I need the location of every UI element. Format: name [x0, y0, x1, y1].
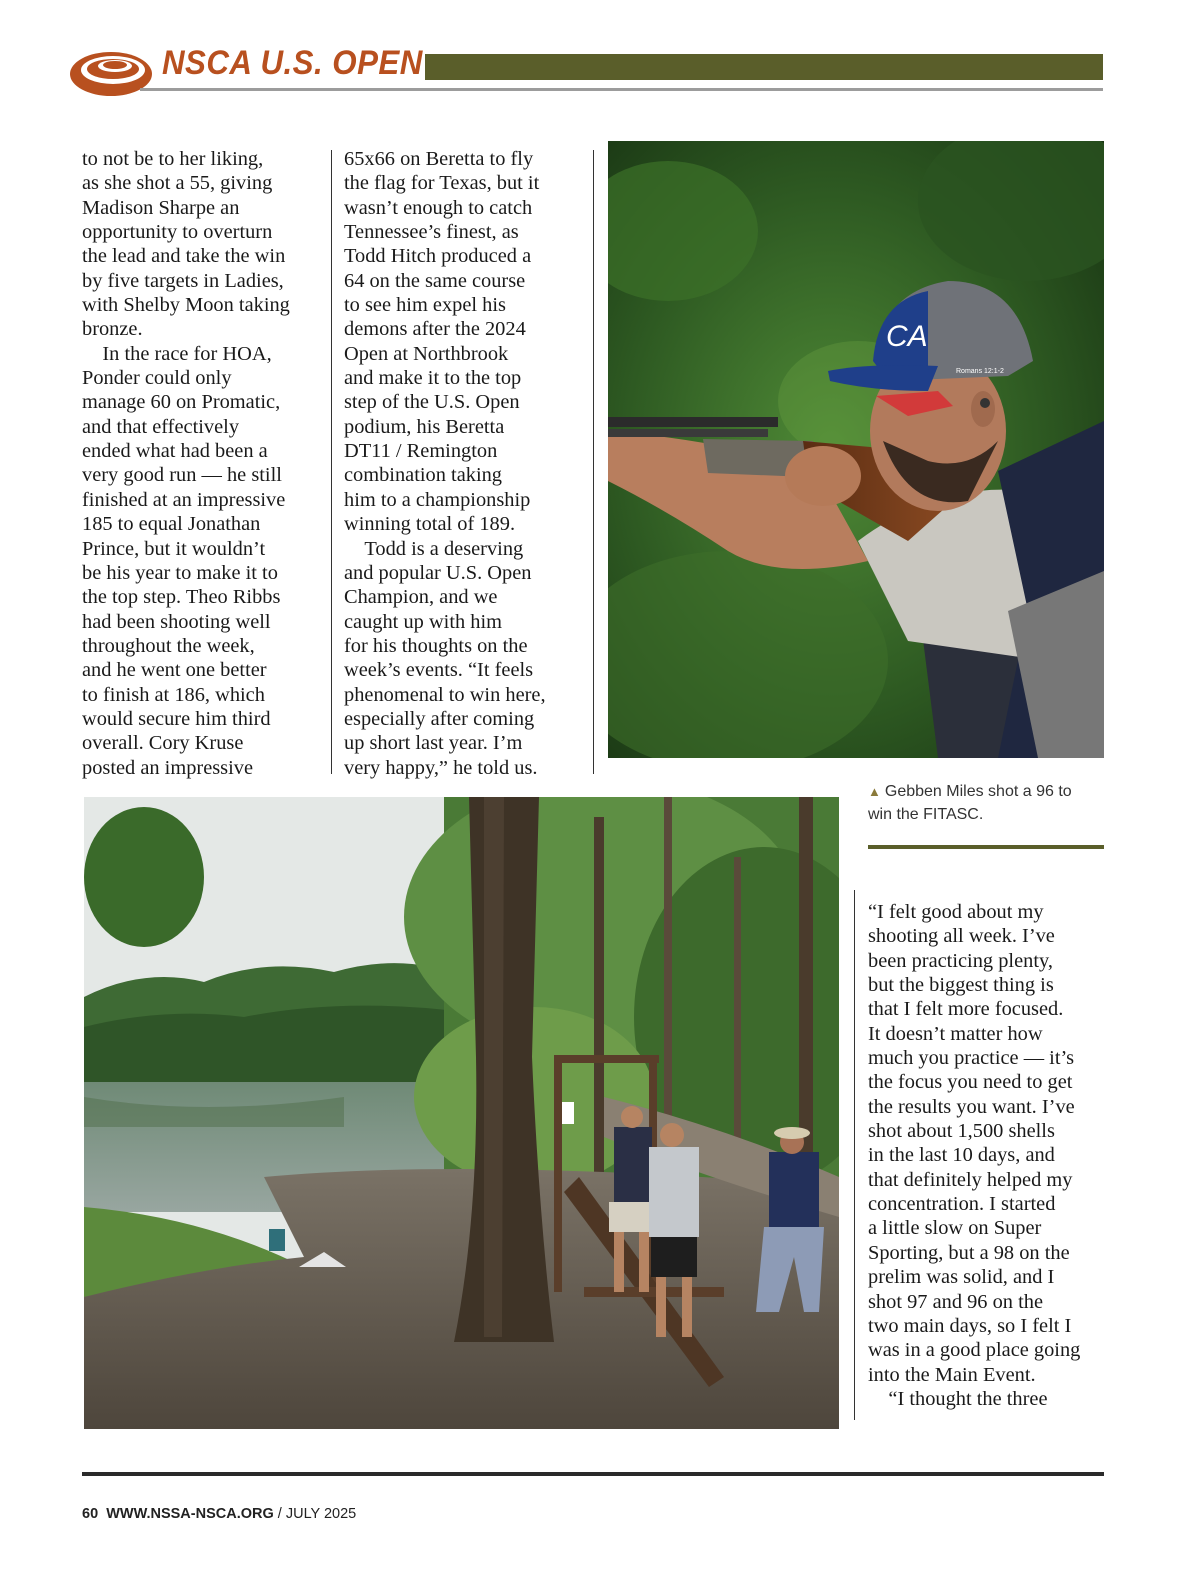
article-line: posted an impressive [82, 756, 254, 779]
footer-separator: / [273, 1506, 286, 1522]
article-line: the flag for Texas, but it [344, 172, 540, 195]
column-rule [854, 890, 855, 1420]
column-rule [331, 150, 332, 774]
article-line: by five targets in Ladies, [82, 269, 284, 292]
article-line: It doesn’t matter how [868, 1022, 1043, 1045]
article-line: be his year to make it to [82, 561, 278, 584]
header-rule [140, 88, 1103, 91]
article-line: Prince, but it wouldn’t [82, 537, 266, 560]
photo-caption [868, 780, 1098, 826]
clay-target-logo [66, 40, 156, 102]
article-line: 185 to equal Jonathan [82, 513, 261, 536]
article-line: two main days, so I felt I [868, 1314, 1072, 1337]
article-line: winning total of 189. [344, 513, 516, 536]
article-line: “I felt good about my [868, 901, 1044, 923]
footer-rule [82, 1472, 1104, 1476]
caption-line-1: Gebben Miles shot a 96 to [884, 783, 1072, 800]
issue-date: JULY 2025 [285, 1506, 357, 1522]
website-link[interactable]: WWW.NSSA-NSCA.ORG [106, 1506, 274, 1522]
cap-side-text: Romans 12:1-2 [956, 368, 1004, 375]
article-line: “I thought the three [868, 1387, 1048, 1410]
article-line: but the biggest thing is [868, 974, 1054, 997]
article-line: shot 97 and 96 on the [868, 1290, 1044, 1313]
article-line: a little slow on Super [868, 1217, 1042, 1240]
caption-line-2: win the FITASC. [868, 806, 984, 823]
article-line: 65x66 on Beretta to fly [344, 148, 534, 170]
article-line: podium, his Beretta [344, 415, 505, 438]
header-bar [425, 54, 1103, 80]
article-line: DT11 / Remington [344, 440, 498, 463]
article-line: much you practice — it’s [868, 1047, 1075, 1070]
article-line: In the race for HOA, [82, 342, 272, 365]
shooter-photo [608, 141, 1104, 758]
article-line: into the Main Event. [868, 1363, 1036, 1386]
article-line: to finish at 186, which [82, 683, 265, 706]
article-line: Sporting, but a 98 on the [868, 1241, 1070, 1264]
article-line: Ponder could only [82, 367, 232, 390]
article-line: the lead and take the win [82, 245, 286, 268]
article-line: and popular U.S. Open [344, 561, 532, 584]
article-line: very good run — he still [82, 464, 282, 487]
article-line: week’s events. “It feels [344, 659, 534, 682]
article-line: in the last 10 days, and [868, 1144, 1055, 1167]
shooting-station-photo [84, 797, 839, 1429]
article-line: shooting all week. I’ve [868, 925, 1055, 948]
article-line: demons after the 2024 [344, 318, 526, 341]
article-line: very happy,” he told us. [344, 756, 538, 779]
article-line: especially after coming [344, 707, 535, 730]
article-line: Champion, and we [344, 586, 498, 609]
article-line: for his thoughts on the [344, 634, 528, 657]
article-line: overall. Cory Kruse [82, 732, 244, 755]
article-column-2 [344, 147, 584, 780]
article-line: Tennessee’s finest, as [344, 221, 519, 244]
article-line: with Shelby Moon taking [82, 294, 290, 317]
article-line: concentration. I started [868, 1193, 1056, 1216]
page-number: 60 [82, 1506, 99, 1522]
column-rule [593, 150, 594, 774]
article-line: would secure him third [82, 707, 271, 730]
article-line: the top step. Theo Ribbs [82, 586, 281, 609]
article-line: Todd is a deserving [344, 537, 524, 560]
article-line: Open at Northbrook [344, 342, 509, 365]
article-line: Todd Hitch produced a [344, 245, 532, 268]
article-column-3 [868, 900, 1108, 1411]
article-line: been practicing plenty, [868, 949, 1053, 972]
article-line: prelim was solid, and I [868, 1266, 1055, 1289]
article-line: wasn’t enough to catch [344, 196, 533, 219]
article-line: shot about 1,500 shells [868, 1120, 1055, 1143]
caption-triangle-icon: ▲ [868, 784, 881, 799]
article-line: him to a championship [344, 488, 531, 511]
article-line: finished at an impressive [82, 488, 286, 511]
page-footer [82, 1506, 356, 1522]
article-column-1 [82, 147, 322, 780]
article-line: to not be to her liking, [82, 148, 264, 170]
article-line: and he went one better [82, 659, 267, 682]
article-line: opportunity to overturn [82, 221, 273, 244]
article-line: phenomenal to win here, [344, 683, 546, 706]
article-line: was in a good place going [868, 1339, 1081, 1362]
caption-rule [868, 845, 1104, 849]
article-line: and that effectively [82, 415, 240, 438]
article-line: the results you want. I’ve [868, 1095, 1075, 1118]
cap-logo-text: CA [886, 320, 928, 353]
article-line: manage 60 on Promatic, [82, 391, 281, 414]
article-line: that I felt more focused. [868, 998, 1064, 1021]
article-line: to see him expel his [344, 294, 506, 317]
article-line: throughout the week, [82, 634, 255, 657]
article-line: had been shooting well [82, 610, 271, 633]
article-line: up short last year. I’m [344, 732, 523, 755]
article-line: ended what had been a [82, 440, 268, 463]
article-line: the focus you need to get [868, 1071, 1073, 1094]
article-line: and make it to the top [344, 367, 522, 390]
article-line: caught up with him [344, 610, 503, 633]
article-line: bronze. [82, 318, 143, 341]
article-line: that definitely helped my [868, 1168, 1073, 1191]
article-line: as she shot a 55, giving [82, 172, 273, 195]
article-line: step of the U.S. Open [344, 391, 520, 414]
article-line: combination taking [344, 464, 502, 487]
section-title: NSCA U.S. OPEN [162, 44, 423, 82]
article-line: 64 on the same course [344, 269, 526, 292]
article-line: Madison Sharpe an [82, 196, 240, 219]
